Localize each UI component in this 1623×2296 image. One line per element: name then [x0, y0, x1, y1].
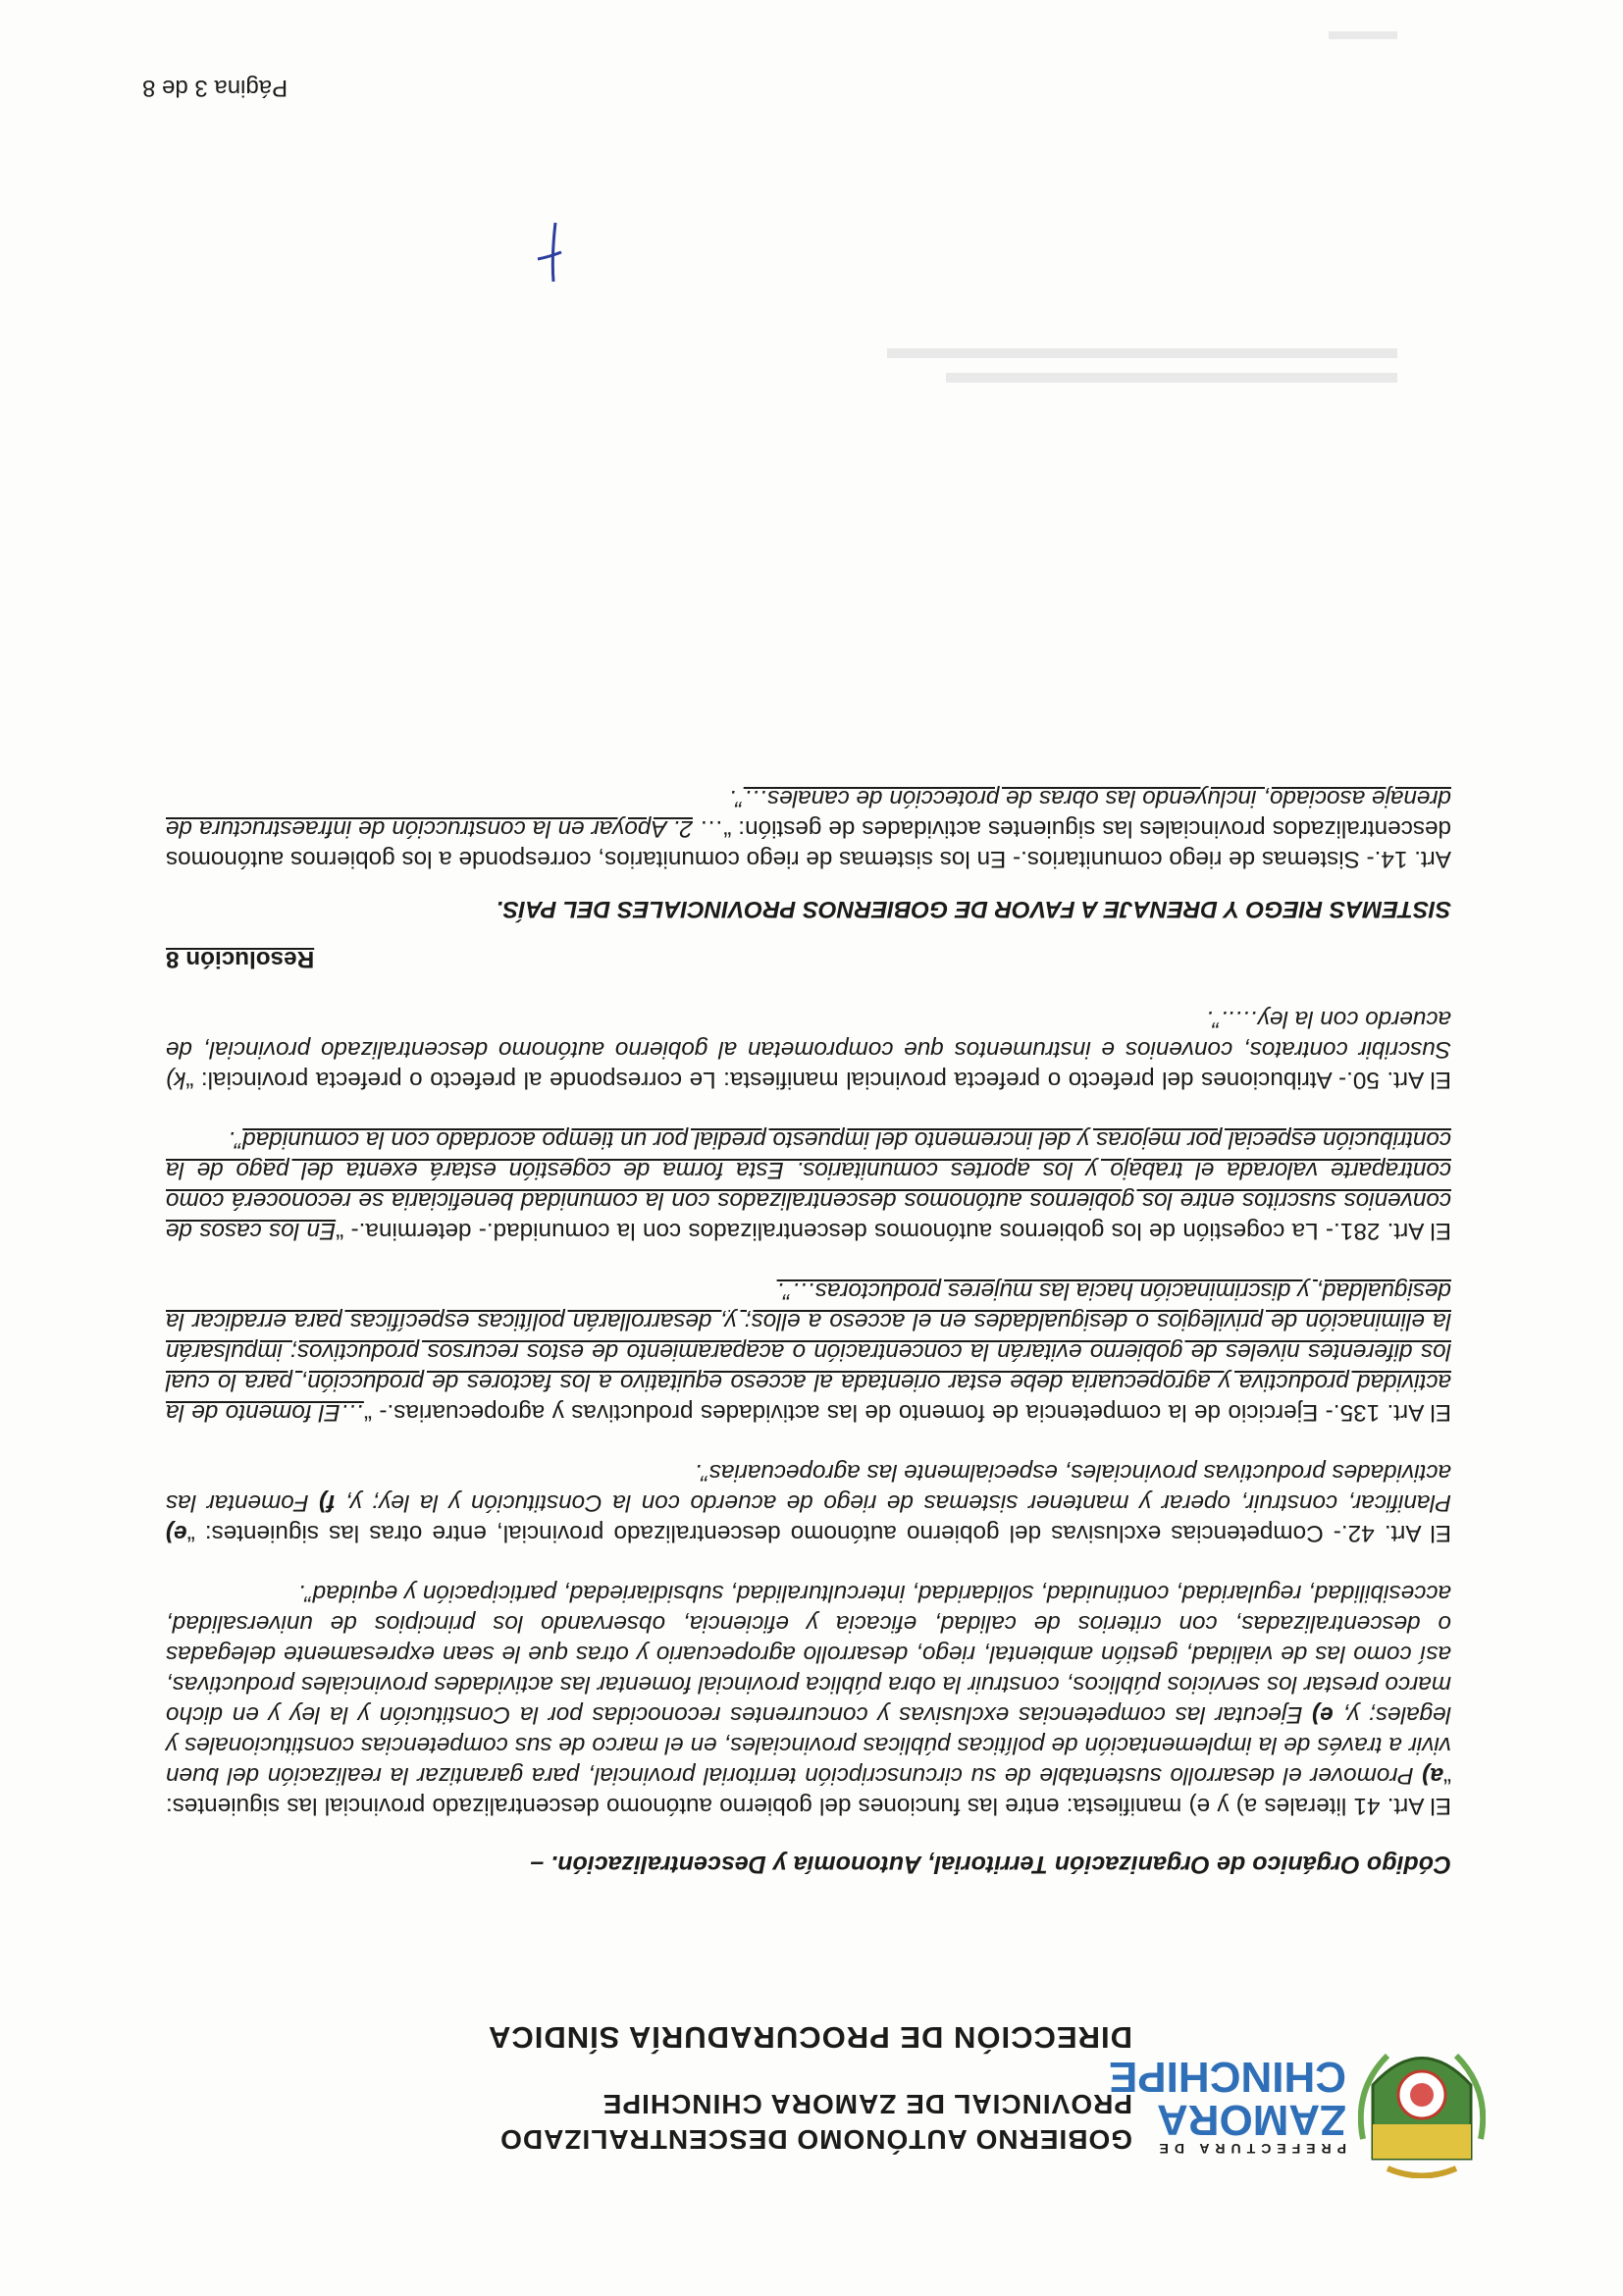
art135-quote: …El fomento de la actividad productiva y agropecuaria debe estar orientada al acceso equitativo a los factores de producción, para lo cual los diferentes niveles de gobierno evitarán la concentración o acaparamiento de estos recursos productivos; impulsarán la eliminación de privilegios o desigualdades en el acceso a ellos; y, desarrollarán políticas específicas para erradicar la desigualdad, y discriminación hacia las mujeres productoras…”.	[166, 1278, 1451, 1426]
handwritten-check-mark	[534, 218, 563, 287]
logo-line-1: ZAMORA	[1156, 2096, 1346, 2144]
page-number: Página 3 de 8	[142, 75, 288, 101]
logo-prefix: PREFECTURA DE	[1153, 2141, 1346, 2157]
art41-a-text: Promover el desarrollo sustentable de su circunscripción territorial provincial, para garantizar la realización del buen vivir a través de la implementación de políticas públicas provinciales, en el marco de sus competencias constitucionales y legales; y,	[166, 1701, 1451, 1789]
art50-quote: k) Suscribir contratos, convenios e instrumentos que comprometan al gobierno autónomo descentralizado provincial, de acuerdo con la ley…..	[166, 1006, 1451, 1093]
institution-line-2: PROVINCIAL DE ZAMORA CHINCHIPE	[602, 2089, 1132, 2119]
art281-close: ”.	[228, 1126, 243, 1153]
art42-intro: El Art. 42.- Competencias exclusivas del gobierno autónomo descentralizado provincial, entre otras las siguientes: “	[186, 1520, 1451, 1546]
art14-quote: 2. Apoyar en la construcción de infraestructura de drenaje asociado, incluyendo las obras de protección de canales…	[166, 785, 1451, 842]
art281-intro: El Art. 281.- La cogestión de los gobiernos autónomos descentralizados con la comunidad.- determina.- “	[336, 1218, 1451, 1244]
section-title: Código Orgánico de Organización Territorial, Autonomía y Descentralización. –	[530, 1851, 1451, 1878]
art41-e-text: Ejecutar las competencias exclusivas y concurrentes reconocidas por la Constitución y la ley y en dicho marco prestar los servicios públicos, construir la obra pública provincial fomentar las actividades provinciales productivas, así como las de vialidad, gestión ambiental, riego, desarrollo agropecuario y otras que le sean expresamente delegadas o descentralizadas, con criterios de calidad, eficacia y eficiencia, observando los principios de universalidad, accesibilidad, regularidad, continuidad, solidaridad, interculturalidad, subsidiariedad, participación y equidad”.	[166, 1580, 1451, 1728]
paragraph-art-41	[166, 1578, 1451, 1821]
art41-intro: El Art. 41 literales a) y e) manifiesta: entre las funciones del gobierno autónomo descentralizado provincial las siguientes: “	[166, 1762, 1451, 1819]
art50-close: ”.	[1206, 1006, 1221, 1032]
art42-f-text: Fomentar las actividades productivas provinciales, especialmente las agropecuarias”.	[166, 1459, 1451, 1516]
resolution-label: Resolución 8	[166, 946, 315, 972]
institution-line-1: GOBIERNO AUTÓNOMO DESCENTRALIZADO	[499, 2124, 1132, 2155]
art14-intro: Art. 14.- Sistemas de riego comunitarios.- En los sistemas de riego comunitarios, corresponde a los gobiernos autónomos descentralizados provinciales las siguientes actividades de gestión: “…	[166, 815, 1451, 872]
art41-e-label: e)	[1312, 1701, 1334, 1728]
art135-intro: El Art. 135.- Ejercicio de la competencia de fomento de las actividades productivas y agropecuarias.- “	[363, 1399, 1451, 1426]
paragraph-art-14	[166, 783, 1451, 874]
art42-e-label: e)	[166, 1520, 187, 1546]
art42-e-text: Planificar, construir, operar y mantener sistemas de riego de acuerdo con la Constitución y la ley; y,	[335, 1489, 1451, 1516]
art41-a-label: a)	[1422, 1762, 1443, 1789]
logo-line-2: CHINCHIPE	[1108, 2053, 1346, 2101]
paragraph-art-50	[166, 1004, 1451, 1095]
art42-f-label: f)	[319, 1489, 336, 1516]
paragraph-art-42	[166, 1457, 1451, 1548]
logo-wordmark	[1108, 2053, 1346, 2157]
art281-quote: En los casos de convenios suscritos entre los gobiernos autónomos descentralizados con la comunidad beneficiaria se reconocerá como contraparte valorada el trabajo y los aportes comunitarios. Esta forma de cogestión estará exenta del pago de la contribución especial por mejoras y del incremento del impuesto predial por un tiempo acordado con la comunidad	[165, 1126, 1451, 1244]
department-name: DIRECCIÓN DE PROCURADURÍA SÍNDICA	[487, 2020, 1132, 2055]
art14-close: ”.	[728, 785, 744, 811]
provincial-shield-logo	[1358, 2031, 1486, 2178]
letterhead	[137, 1962, 1486, 2178]
institution-name	[499, 2086, 1132, 2157]
subheading-irrigation: SISTEMAS RIEGO Y DRENAJE A FAVOR DE GOBIERNOS PROVINCIALES DEL PAÍS.	[496, 896, 1451, 922]
document-body	[166, 754, 1451, 1879]
art50-intro: El Art. 50.- Atribuciones del prefecto o prefecta provincial manifiesta: Le corresponde al prefecto o prefecta provincial: “	[185, 1067, 1451, 1093]
paragraph-art-135	[166, 1276, 1451, 1428]
paragraph-art-281	[166, 1124, 1451, 1246]
